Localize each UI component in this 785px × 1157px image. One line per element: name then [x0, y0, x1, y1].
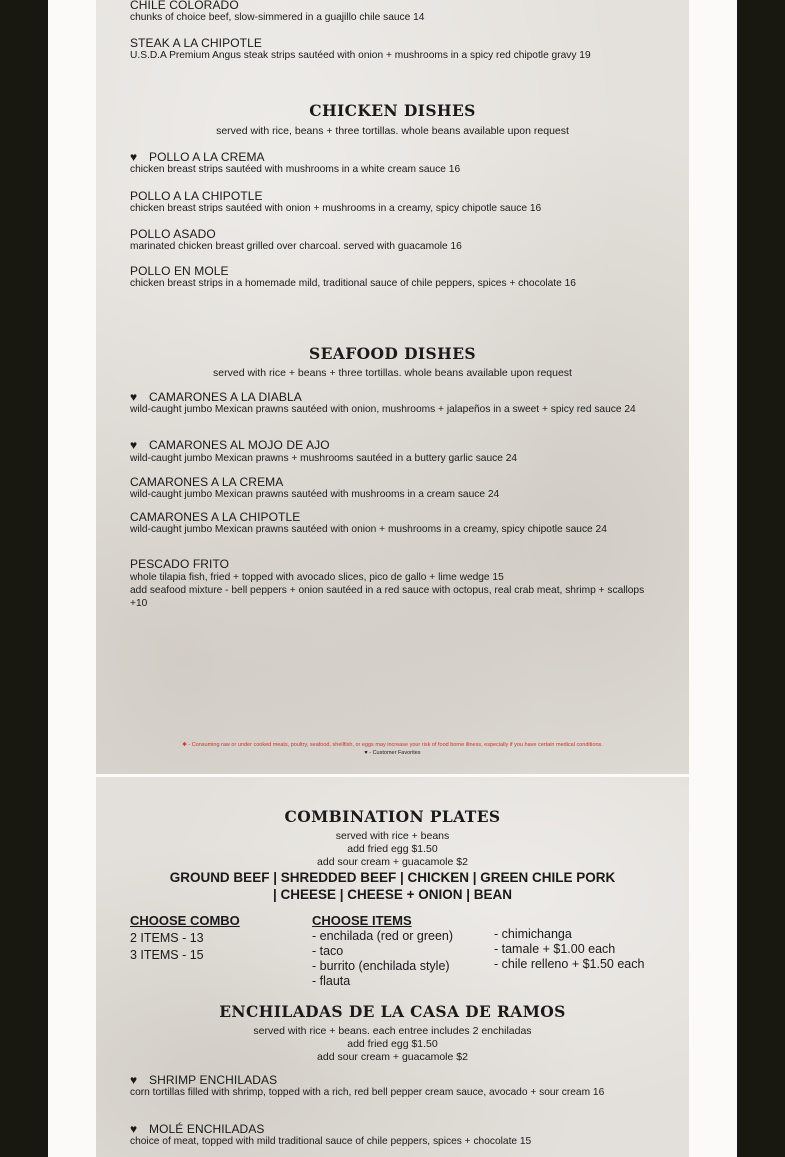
protein-options: | CHEESE | CHEESE + ONION | BEAN: [272, 887, 512, 902]
combo-item: - tamale + $1.00 each: [494, 942, 616, 956]
combo-item: - enchilada (red or green): [312, 929, 454, 943]
heart-icon: ♥: [130, 438, 138, 452]
heart-icon: ♥: [130, 1073, 138, 1087]
menu-item-camarones-mojo: [130, 438, 330, 452]
item-description: wild-caught jumbo Mexican prawns sautéed with onion + mushrooms in a creamy, spicy chipotle sauce 24: [130, 524, 607, 535]
item-description: wild-caught jumbo Mexican prawns sautéed with mushrooms in a cream sauce 24: [130, 489, 500, 500]
item-name: POLLO ASADO: [130, 227, 216, 241]
enchiladas-line: add sour cream + guacamole $2: [317, 1051, 468, 1063]
enchiladas-line: served with rice + beans. each entree includes 2 enchiladas: [253, 1025, 532, 1037]
menu-page-1: [96, 0, 689, 774]
item-name: CAMARONES A LA CREMA: [130, 475, 284, 489]
item-name: CAMARONES A LA CHIPOTLE: [130, 510, 301, 524]
favorites-legend: ♥ - Customer Favorites: [364, 750, 421, 756]
item-name: CHILE COLORADO: [130, 0, 239, 12]
item-name: STEAK A LA CHIPOTLE: [130, 36, 262, 50]
combo-line: add sour cream + guacamole $2: [317, 856, 468, 868]
item-name: CAMARONES AL MOJO DE AJO: [149, 438, 330, 452]
section-subtitle: served with rice + beans + three tortillas. whole beans available upon request: [213, 367, 572, 379]
item-extra: add seafood mixture - bell peppers + onion sautéed in a red sauce with octopus, real crab meat, shrimp + scallops +10: [130, 585, 645, 609]
combo-option: 3 ITEMS - 15: [130, 948, 204, 962]
section-title-seafood: SEAFOOD DISHES: [308, 344, 477, 363]
item-description: corn tortillas filled with shrimp, topped with a rich, red bell pepper cream sauce, avocado + sour cream 16: [130, 1087, 605, 1098]
heart-icon: ♥: [130, 150, 138, 164]
combo-line: add fried egg $1.50: [347, 843, 438, 855]
protein-options: GROUND BEEF | SHREDDED BEEF | CHICKEN | GREEN CHILE PORK: [169, 870, 616, 885]
item-name: SHRIMP ENCHILADAS: [149, 1073, 278, 1087]
item-description: wild-caught jumbo Mexican prawns sautéed with onion, mushrooms + jalapeños in a sweet + spicy red sauce 24: [130, 404, 636, 415]
combo-item: - chimichanga: [494, 927, 572, 941]
item-description: chicken breast strips sautéed with onion + mushrooms in a creamy, spicy chipotle sauce 16: [130, 203, 542, 214]
item-description: chicken breast strips in a homemade mild, traditional sauce of chile peppers, spices + chocolate 16: [130, 278, 576, 289]
combo-item: - chile relleno + $1.50 each: [494, 957, 645, 971]
item-name: MOLÉ ENCHILADAS: [149, 1122, 265, 1136]
choose-items-heading: CHOOSE ITEMS: [312, 913, 412, 928]
item-description: choice of meat, topped with mild traditional sauce of chile peppers, spices + chocolate 15: [130, 1136, 532, 1147]
food-safety-disclaimer: ✱ - Consuming raw or under cooked meats, poultry, seafood, shellfish, or eggs may increase your risk of food borne illness, especially if you have certain medical conditions.: [182, 742, 603, 748]
combo-item: - taco: [312, 944, 344, 958]
item-name: POLLO EN MOLE: [130, 264, 229, 278]
item-description: marinated chicken breast grilled over charcoal. served with guacamole 16: [130, 241, 462, 252]
item-name: POLLO A LA CREMA: [149, 150, 265, 164]
menu-item-pollo-a-la-crema: [130, 150, 265, 164]
item-name: CAMARONES A LA DIABLA: [149, 390, 302, 404]
section-title-chicken: CHICKEN DISHES: [309, 101, 476, 120]
menu-item-camarones-diabla: [130, 390, 302, 404]
combo-item: - flauta: [312, 974, 351, 988]
item-description: wild-caught jumbo Mexican prawns + mushrooms sautéed in a buttery garlic sauce 24: [130, 453, 518, 464]
item-description: whole tilapia fish, fried + topped with avocado slices, pico de gallo + lime wedge 15: [130, 572, 504, 583]
combo-option: 2 ITEMS - 13: [130, 931, 204, 945]
menu-item-mole-enchiladas: [130, 1122, 265, 1136]
item-description: chunks of choice beef, slow-simmered in a guajillo chile sauce 14: [130, 12, 425, 23]
choose-combo-heading: CHOOSE COMBO: [130, 913, 240, 928]
combo-item: - burrito (enchilada style): [312, 959, 450, 973]
section-subtitle: served with rice, beans + three tortillas. whole beans available upon request: [216, 125, 569, 137]
heart-icon: ♥: [130, 390, 138, 404]
menu-page-2: [96, 777, 689, 1157]
combo-line: served with rice + beans: [335, 830, 450, 842]
item-name: POLLO A LA CHIPOTLE: [130, 189, 263, 203]
section-title-enchiladas: ENCHILADAS DE LA CASA DE RAMOS: [219, 1002, 566, 1021]
item-name: PESCADO FRITO: [130, 557, 230, 571]
enchiladas-line: add fried egg $1.50: [347, 1038, 438, 1050]
heart-icon: ♥: [130, 1122, 138, 1136]
section-title-combination: COMBINATION PLATES: [284, 807, 501, 826]
item-description: U.S.D.A Premium Angus steak strips sautéed with onion + mushrooms in a spicy red chipotle gravy 19: [130, 50, 591, 61]
menu-item-shrimp-enchiladas: [130, 1073, 277, 1087]
item-description: chicken breast strips sautéed with mushrooms in a white cream sauce 16: [130, 164, 461, 175]
